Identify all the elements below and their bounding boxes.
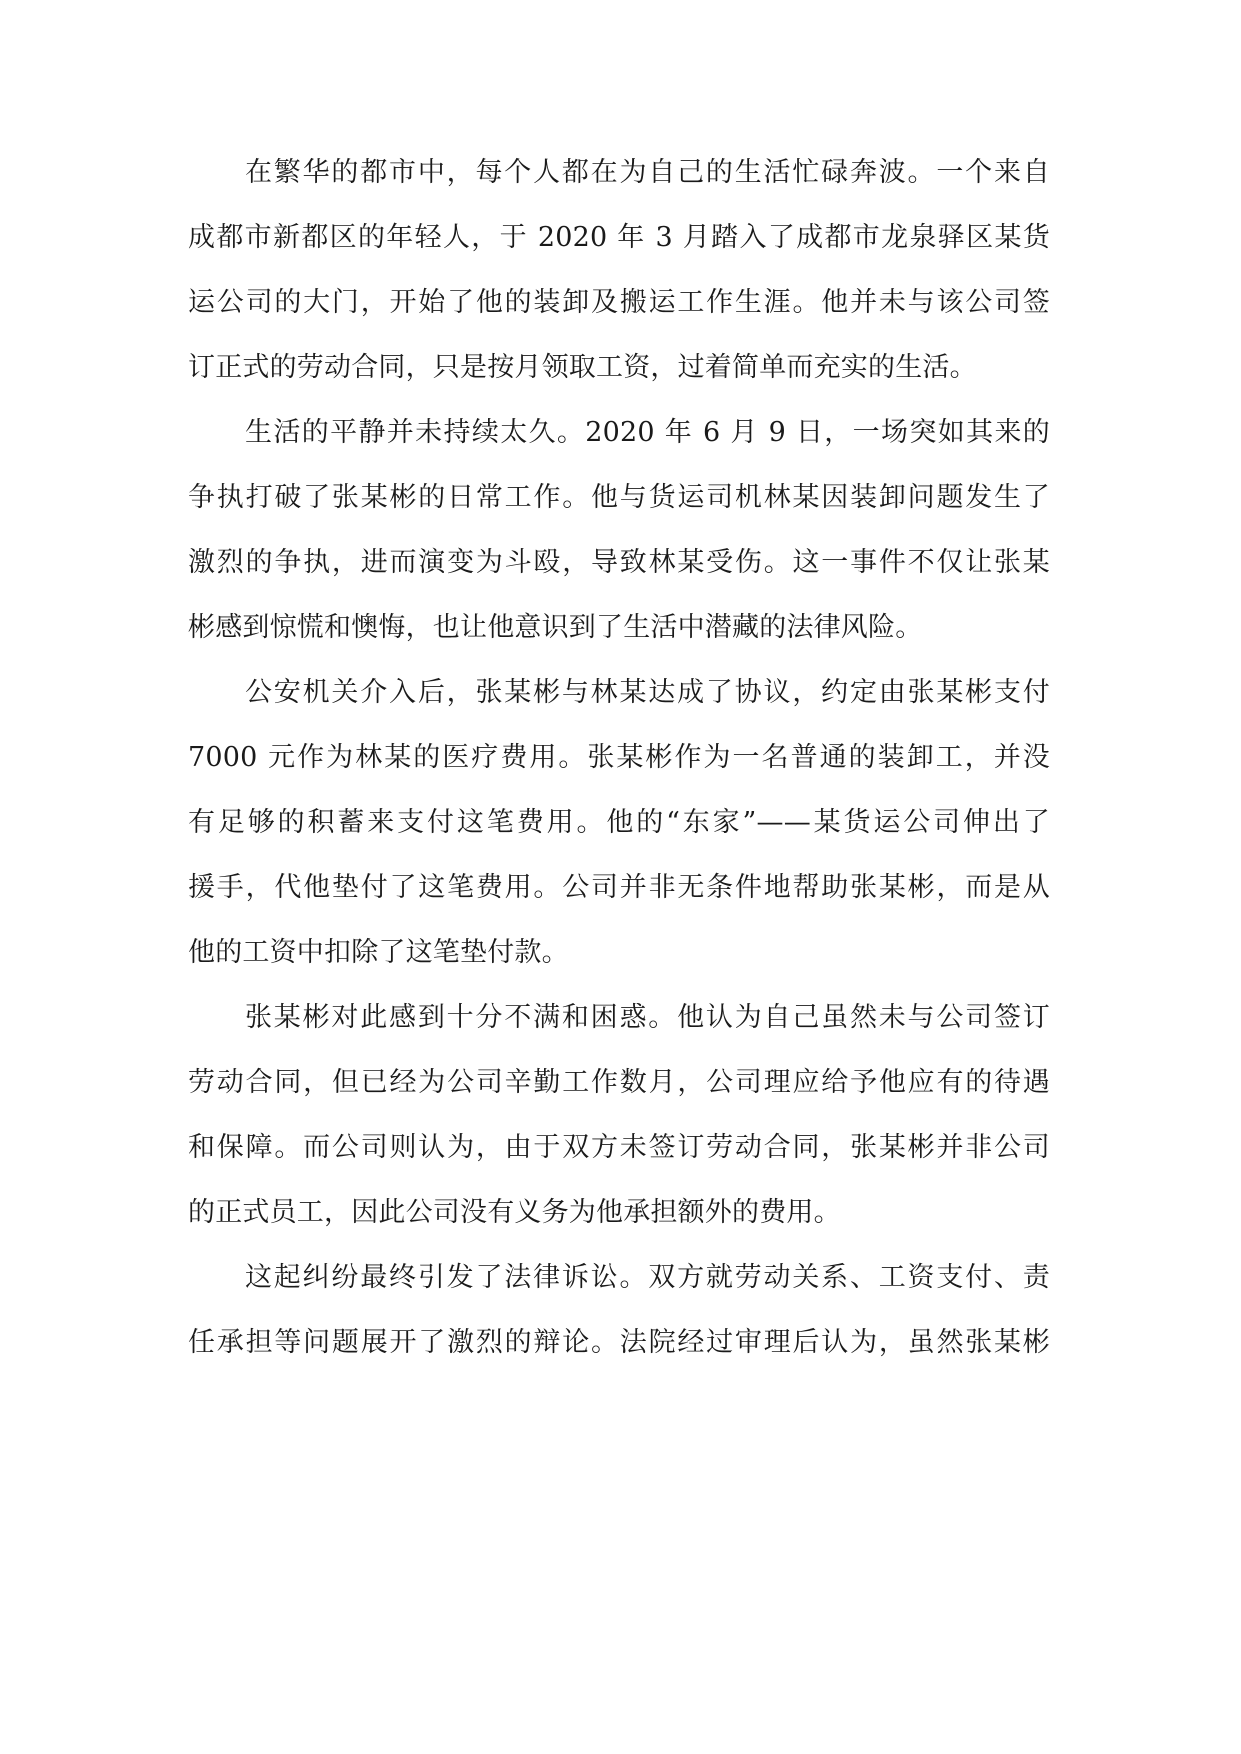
text-line: 公安机关介入后，张某彬与林某达成了协议，约定由张某彬支付 — [245, 677, 1050, 708]
text-line: 7000 元作为林某的医疗费用。张某彬作为一名普通的装卸工，并没 — [188, 742, 1050, 773]
text-line: 争执打破了张某彬的日常工作。他与货运司机林某因装卸问题发生了 — [188, 482, 1050, 513]
paragraph — [188, 400, 1050, 660]
text-line: 他的工资中扣除了这笔垫付款。 — [188, 937, 569, 968]
paragraph — [188, 985, 1050, 1245]
text-line: 和保障。而公司则认为，由于双方未签订劳动合同，张某彬并非公司 — [188, 1132, 1050, 1163]
paragraph — [188, 660, 1050, 985]
document-body — [188, 140, 1050, 1375]
text-line: 的正式员工，因此公司没有义务为他承担额外的费用。 — [188, 1197, 841, 1228]
text-line: 有足够的积蓄来支付这笔费用。他的“东家”——某货运公司伸出了 — [188, 807, 1050, 838]
text-line: 这起纠纷最终引发了法律诉讼。双方就劳动关系、工资支付、责 — [245, 1262, 1050, 1293]
paragraph — [188, 140, 1050, 400]
text-line: 任承担等问题展开了激烈的辩论。法院经过审理后认为，虽然张某彬 — [188, 1327, 1050, 1358]
text-line: 运公司的大门，开始了他的装卸及搬运工作生涯。他并未与该公司签 — [188, 287, 1050, 318]
text-line: 彬感到惊慌和懊悔，也让他意识到了生活中潜藏的法律风险。 — [188, 612, 923, 643]
text-line: 生活的平静并未持续太久。2020 年 6 月 9 日，一场突如其来的 — [245, 417, 1050, 448]
text-line: 订正式的劳动合同，只是按月领取工资，过着简单而充实的生活。 — [188, 352, 977, 383]
text-line: 在繁华的都市中，每个人都在为自己的生活忙碌奔波。一个来自 — [245, 157, 1050, 188]
text-line: 成都市新都区的年轻人，于 2020 年 3 月踏入了成都市龙泉驿区某货 — [188, 222, 1050, 253]
text-line: 张某彬对此感到十分不满和困惑。他认为自己虽然未与公司签订 — [245, 1002, 1050, 1033]
text-line: 劳动合同，但已经为公司辛勤工作数月，公司理应给予他应有的待遇 — [188, 1067, 1050, 1098]
text-line: 激烈的争执，进而演变为斗殴，导致林某受伤。这一事件不仅让张某 — [188, 547, 1050, 578]
text-line: 援手，代他垫付了这笔费用。公司并非无条件地帮助张某彬，而是从 — [188, 872, 1050, 903]
paragraph — [188, 1245, 1050, 1375]
